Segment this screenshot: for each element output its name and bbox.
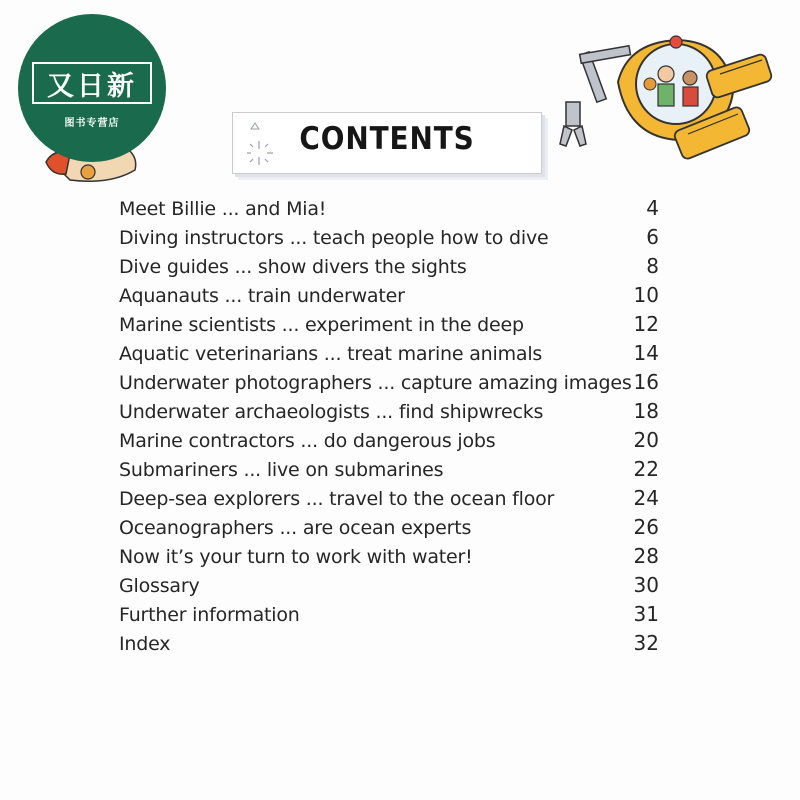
toc-entry <box>119 515 659 544</box>
toc-entry-page: 24 <box>633 486 659 510</box>
toc-entry-page: 4 <box>646 196 659 220</box>
toc-entry-page: 28 <box>633 544 659 568</box>
toc-entry-page: 20 <box>633 428 659 452</box>
toc-entry-label: Underwater archaeologists ... find shipwrecks <box>119 401 544 423</box>
toc-entry <box>119 399 659 428</box>
toc-entry <box>119 254 659 283</box>
toc-entry-page: 12 <box>633 312 659 336</box>
toc-entry <box>119 631 659 660</box>
toc-entry-label: Diving instructors ... teach people how to dive <box>119 227 549 249</box>
toc-entry-page: 16 <box>633 370 659 394</box>
toc-entry <box>119 573 659 602</box>
toc-entry <box>119 283 659 312</box>
toc-entry-page: 26 <box>633 515 659 539</box>
badge-title: 又日新 <box>47 70 137 102</box>
toc-entry-page: 14 <box>633 341 659 365</box>
toc-entry <box>119 196 659 225</box>
toc-entry-label: Meet Billie ... and Mia! <box>119 198 327 220</box>
toc-entry-page: 32 <box>633 631 659 655</box>
submarine-illustration <box>558 22 778 172</box>
contents-title-card <box>232 112 542 174</box>
toc-entry <box>119 341 659 370</box>
store-badge <box>18 14 168 164</box>
toc-entry-label: Oceanographers ... are ocean experts <box>119 517 472 539</box>
toc-entry <box>119 312 659 341</box>
toc-entry-label: Further information <box>119 604 300 626</box>
toc-entry-page: 6 <box>646 225 659 249</box>
toc-entry <box>119 225 659 254</box>
toc-entry-label: Underwater photographers ... capture amazing images <box>119 372 632 394</box>
toc-entry-page: 30 <box>633 573 659 597</box>
toc-entry <box>119 457 659 486</box>
toc-entry-label: Deep-sea explorers ... travel to the ocean floor <box>119 488 555 510</box>
toc-entry-page: 18 <box>633 399 659 423</box>
toc-entry-label: Index <box>119 633 171 655</box>
toc-entry-label: Dive guides ... show divers the sights <box>119 256 467 278</box>
toc-entry-page: 31 <box>633 602 659 626</box>
table-of-contents <box>119 196 659 660</box>
toc-entry <box>119 602 659 631</box>
toc-entry-label: Marine contractors ... do dangerous jobs <box>119 430 496 452</box>
toc-entry-page: 10 <box>633 283 659 307</box>
toc-entry-page: 22 <box>633 457 659 481</box>
page-title: CONTENTS <box>299 121 475 157</box>
badge-subtitle: 图书专营店 <box>64 118 120 129</box>
toc-entry <box>119 428 659 457</box>
badge-title-box <box>32 62 152 104</box>
toc-entry-label: Submariners ... live on submarines <box>119 459 444 481</box>
toc-entry-label: Aquatic veterinarians ... treat marine animals <box>119 343 543 365</box>
toc-entry-page: 8 <box>646 254 659 278</box>
toc-entry-label: Marine scientists ... experiment in the deep <box>119 314 524 336</box>
toc-entry-label: Now it’s your turn to work with water! <box>119 546 473 568</box>
toc-entry <box>119 370 659 399</box>
toc-entry <box>119 486 659 515</box>
toc-entry <box>119 544 659 573</box>
toc-entry-label: Glossary <box>119 575 200 597</box>
toc-entry-label: Aquanauts ... train underwater <box>119 285 405 307</box>
